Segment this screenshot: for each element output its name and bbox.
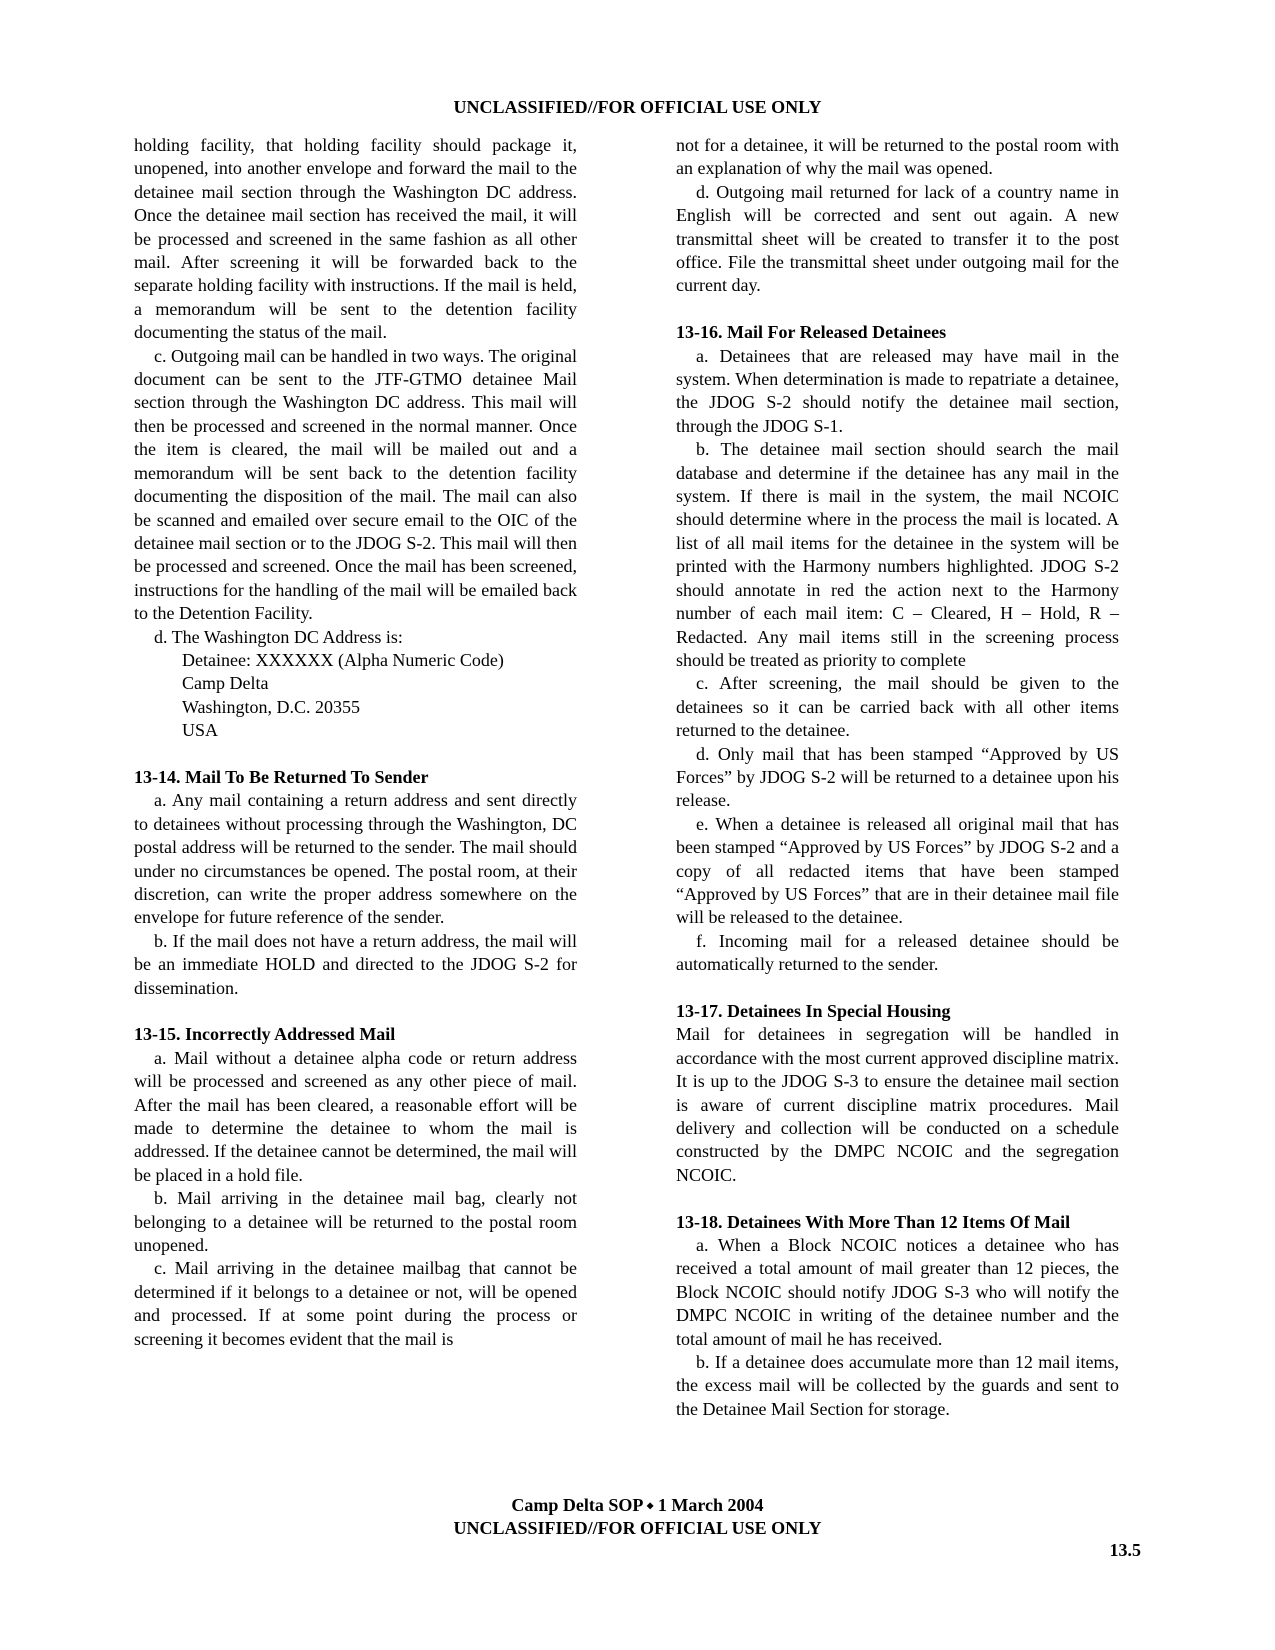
section-heading-13-14: 13-14. Mail To Be Returned To Sender (134, 766, 429, 787)
address-block (134, 649, 577, 743)
paragraph: a. Detainees that are released may have mail in the system. When determination is made to repatriate a detainee, the JDOG S-2 should notify the detainee mail section, through the JDOG S-1. (676, 345, 1119, 436)
paragraph: c. Outgoing mail can be handled in two ways. The original document can be sent to the JTF-GTMO detainee Mail section through the Washington DC address. This mail will then be processed and screened in the normal manner. Once the item is cleared, the mail will be mailed out and a memorandum will be sent back to the detention facility documenting the disposition of the mail. The mail can also be scanned and emailed over secure email to the OIC of the detainee mail section or to the JDOG S-2. This mail will then be processed and screened. Once the mail has been screened, instructions for the handling of the mail will be emailed back to the Detention Facility. (134, 345, 577, 624)
paragraph: c. Mail arriving in the detainee mailbag that cannot be determined if it belongs to a detainee or not, will be opened and processed. If at some point during the process or screening it becomes evident that the mail is (134, 1258, 577, 1349)
address-intro: d. The Washington DC Address is: (154, 626, 403, 647)
paragraph: b. Mail arriving in the detainee mail bag, clearly not belonging to a detainee will be returned to the postal room unopened. (134, 1188, 577, 1256)
page-footer (0, 1494, 1275, 1540)
address-line: USA (182, 720, 219, 741)
address-line: Detainee: XXXXXX (Alpha Numeric Code) (182, 649, 504, 670)
page-number: 13.5 (1109, 1540, 1141, 1560)
address-line: Camp Delta (182, 673, 269, 694)
paragraph: c. After screening, the mail should be given to the detainees so it can be carried back with all other items returned to the detainee. (676, 673, 1119, 741)
section-heading-13-18: 13-18. Detainees With More Than 12 Items Of Mail (676, 1211, 1071, 1232)
paragraph: f. Incoming mail for a released detainee should be automatically returned to the sender. (676, 930, 1119, 975)
paragraph: b. If the mail does not have a return address, the mail will be an immediate HOLD and directed to the JDOG S-2 for dissemination. (134, 930, 577, 998)
footer-document-title: Camp Delta SOP ⬩ 1 March 2004 (511, 1495, 764, 1515)
paragraph: a. Any mail containing a return address and sent directly to detainees without processing through the Washington, DC postal address will be returned to the sender. The mail should under no circumstances be opened. The postal room, at their discretion, can write the proper address somewhere on the envelope for future reference of the sender. (134, 790, 577, 928)
section-heading-13-15: 13-15. Incorrectly Addressed Mail (134, 1024, 396, 1045)
paragraph: e. When a detainee is released all original mail that has been stamped “Approved by US Forces” by JDOG S-2 and a copy of all redacted items that have been stamped “Approved by US Forces” that are in their detainee mail file will be released to the detainee. (676, 813, 1119, 928)
paragraph: d. Only mail that has been stamped “Approved by US Forces” by JDOG S-2 will be returned to a detainee upon his release. (676, 743, 1119, 811)
paragraph: Mail for detainees in segregation will be handled in accordance with the most current approved discipline matrix. It is up to the JDOG S-3 to ensure the detainee mail section is aware of current discipline matrix procedures. Mail delivery and collection will be conducted on a schedule constructed by the DMPC NCOIC and the segregation NCOIC. (676, 1024, 1119, 1185)
paragraph: not for a detainee, it will be returned to the postal room with an explanation of why the mail was opened. (676, 135, 1119, 179)
paragraph: holding facility, that holding facility should package it, unopened, into another envelope and forward the mail to the detainee mail section through the Washington DC address. Once the detainee mail section has received the mail, it will be processed and screened in the same fashion as all other mail. After screening it will be forwarded back to the separate holding facility with instructions. If the mail is held, a memorandum will be sent to the detention facility documenting the status of the mail. (134, 135, 577, 343)
left-column (134, 134, 577, 1351)
paragraph: b. If a detainee does accumulate more than 12 mail items, the excess mail will be collected by the guards and sent to the Detainee Mail Section for storage. (676, 1352, 1119, 1419)
paragraph: a. Mail without a detainee alpha code or return address will be processed and screened as any other piece of mail. After the mail has been cleared, a reasonable effort will be made to determine the detainee to whom the mail is addressed. If the detainee cannot be determined, the mail will be placed in a hold file. (134, 1047, 577, 1185)
right-column (676, 134, 1119, 1421)
section-heading-13-17: 13-17. Detainees In Special Housing (676, 1001, 951, 1021)
paragraph: a. When a Block NCOIC notices a detainee who has received a total amount of mail greater than 12 pieces, the Block NCOIC should notify JDOG S-3 who will notify the DMPC NCOIC in writing of the detainee number and the total amount of mail he has received. (676, 1235, 1119, 1349)
classification-header: UNCLASSIFIED//FOR OFFICIAL USE ONLY (453, 97, 822, 117)
address-line: Washington, D.C. 20355 (182, 696, 361, 717)
paragraph: b. The detainee mail section should search the mail database and determine if the detainee has any mail in the system. If there is mail in the system, the mail NCOIC should determine where in the process the mail is located. A list of all mail items for the detainee in the system will be printed with the Harmony numbers highlighted. JDOG S-2 should annotate in red the action next to the Harmony number of each mail item: C – Cleared, H – Hold, R – Redacted. Any mail items still in the screening process should be treated as priority to complete (676, 439, 1119, 670)
section-heading-13-16: 13-16. Mail For Released Detainees (676, 322, 947, 343)
paragraph: d. Outgoing mail returned for lack of a country name in English will be corrected and sent out again. A new transmittal sheet will be created to transfer it to the post office. File the transmittal sheet under outgoing mail for the current day. (676, 181, 1119, 296)
footer-classification: UNCLASSIFIED//FOR OFFICIAL USE ONLY (453, 1518, 822, 1538)
